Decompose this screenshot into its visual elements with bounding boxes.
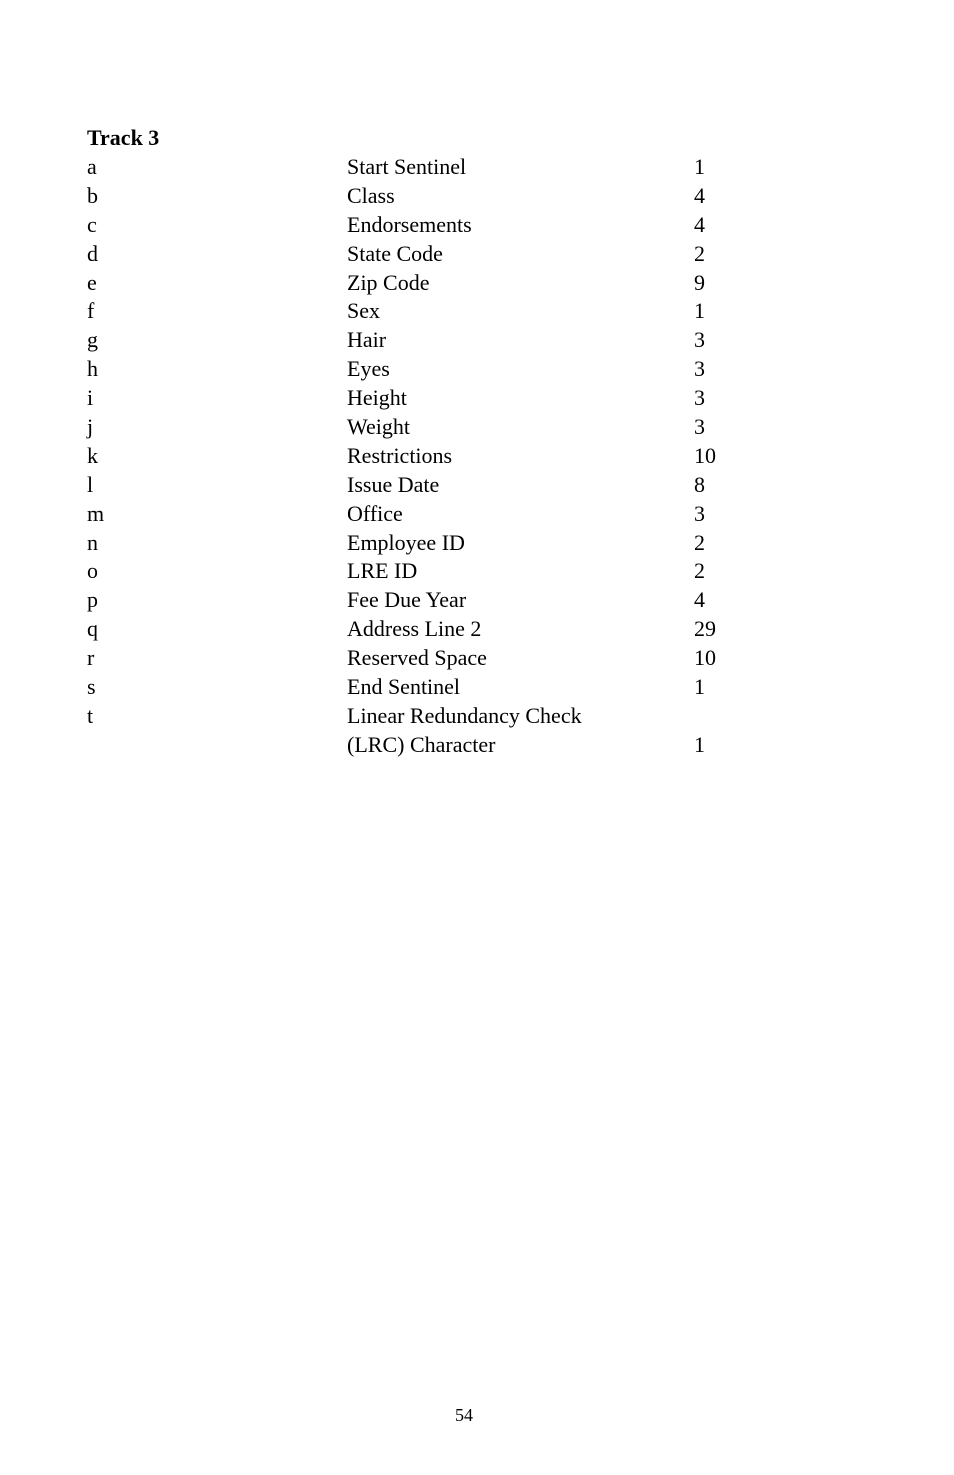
- field-name-line: Endorsements: [347, 211, 472, 237]
- field-key: j: [87, 414, 94, 440]
- field-length: 29: [694, 616, 716, 642]
- field-length: 4: [694, 211, 705, 237]
- table-row: [87, 673, 787, 702]
- field-name: [347, 644, 487, 673]
- field-name-line: Address Line 2: [347, 616, 482, 642]
- field-name-line: Issue Date: [347, 471, 440, 497]
- field-name-line: End Sentinel: [347, 674, 461, 700]
- field-name: [347, 529, 465, 558]
- field-name-line: Weight: [347, 414, 410, 440]
- table-row: [87, 182, 787, 211]
- page-number: 54: [455, 1405, 473, 1425]
- table-row: [87, 384, 787, 413]
- table-row: [87, 153, 787, 182]
- field-key: i: [87, 385, 94, 411]
- field-name: [347, 384, 407, 413]
- table-row: [87, 413, 787, 442]
- field-key: e: [87, 269, 97, 295]
- field-key: o: [87, 558, 98, 584]
- table-row: [87, 471, 787, 500]
- field-name: [347, 702, 582, 760]
- field-name: [347, 297, 380, 326]
- field-name-line: Start Sentinel: [347, 154, 467, 179]
- field-name: [347, 413, 410, 442]
- table-row: [87, 297, 787, 326]
- field-key: m: [87, 500, 105, 526]
- field-length: 10: [694, 442, 716, 468]
- field-name: [347, 471, 439, 500]
- field-name-line: Sex: [347, 298, 380, 324]
- field-key: c: [87, 211, 97, 237]
- field-name-line: Hair: [347, 327, 387, 353]
- field-name: [347, 557, 417, 586]
- field-key: f: [87, 298, 95, 324]
- field-length: 4: [694, 182, 705, 208]
- field-key: b: [87, 182, 98, 208]
- field-key: g: [87, 327, 98, 353]
- table-row: [87, 211, 787, 240]
- field-key: d: [87, 240, 98, 266]
- table-row: [87, 615, 787, 644]
- field-key: p: [87, 587, 98, 613]
- field-name-line: Reserved Space: [347, 645, 487, 671]
- field-length: 3: [694, 327, 705, 353]
- field-name: [347, 586, 466, 615]
- field-length: 2: [694, 558, 705, 584]
- table-row: [87, 557, 787, 586]
- table-row: [87, 269, 787, 298]
- field-key: q: [87, 616, 98, 642]
- field-name: [347, 269, 430, 298]
- field-key: h: [87, 356, 98, 382]
- field-length: 1: [694, 731, 705, 757]
- field-name: [347, 442, 452, 471]
- field-name-line: Eyes: [347, 356, 390, 382]
- field-name-line: Zip Code: [347, 269, 430, 295]
- field-name: [347, 615, 481, 644]
- table-row: [87, 529, 787, 558]
- field-name: [347, 240, 443, 269]
- field-name-line: (LRC) Character: [347, 731, 496, 757]
- table-row: [87, 355, 787, 384]
- field-name: [347, 153, 466, 182]
- field-name: [347, 182, 395, 211]
- table-row: [87, 702, 787, 760]
- field-name: [347, 500, 403, 529]
- field-length: 2: [694, 240, 705, 266]
- table-row: [87, 442, 787, 471]
- field-key: r: [87, 645, 95, 671]
- field-table: [87, 153, 787, 760]
- field-name: [347, 326, 386, 355]
- section-heading: Track 3: [87, 125, 160, 150]
- field-length: 1: [694, 298, 705, 324]
- field-key: t: [87, 702, 94, 728]
- table-row: [87, 326, 787, 355]
- field-length: 3: [694, 414, 705, 440]
- field-length: 10: [694, 645, 716, 671]
- field-length: 3: [694, 385, 705, 411]
- field-name-line: Height: [347, 385, 407, 411]
- table-row: [87, 644, 787, 673]
- table-row: [87, 240, 787, 269]
- field-length: 4: [694, 587, 705, 613]
- table-row: [87, 586, 787, 615]
- field-name-line: Office: [347, 500, 403, 526]
- field-name-line: Linear Redundancy Check: [347, 702, 582, 728]
- field-name-line: Class: [347, 182, 395, 208]
- field-length: 3: [694, 356, 705, 382]
- field-length: 9: [694, 269, 705, 295]
- field-name-line: State Code: [347, 240, 443, 266]
- field-length: 1: [694, 154, 705, 179]
- field-name-line: Restrictions: [347, 442, 453, 468]
- field-key: k: [87, 442, 98, 468]
- field-name: [347, 673, 460, 702]
- field-key: a: [87, 154, 97, 179]
- field-name-line: LRE ID: [347, 558, 418, 584]
- field-name-line: Fee Due Year: [347, 587, 467, 613]
- field-length: 3: [694, 500, 705, 526]
- field-name: [347, 211, 472, 240]
- field-length: 1: [694, 674, 705, 700]
- field-key: n: [87, 529, 98, 555]
- field-name: [347, 355, 390, 384]
- field-length: 8: [694, 471, 705, 497]
- table-row: [87, 500, 787, 529]
- field-key: l: [87, 471, 94, 497]
- field-name-line: Employee ID: [347, 529, 465, 555]
- field-key: s: [87, 674, 96, 700]
- field-length: 2: [694, 529, 705, 555]
